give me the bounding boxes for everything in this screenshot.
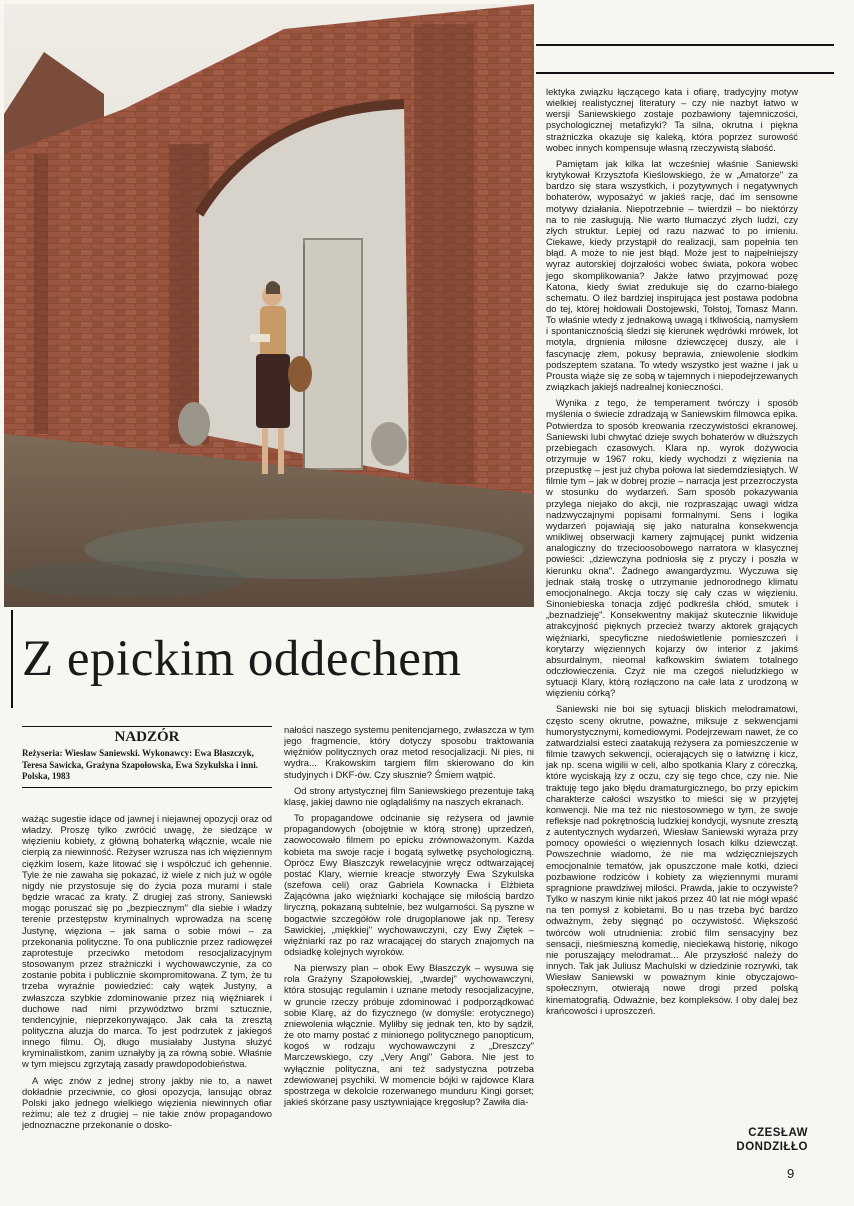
credits-bottom-rule <box>22 787 272 788</box>
film-title: NADZÓR <box>114 729 180 745</box>
top-rule-2 <box>536 72 834 74</box>
page-number: 9 <box>787 1166 795 1181</box>
paragraph: lektyka związku łączącego kata i ofiarę, tradycyjny motyw wielkiej realistycznej literatury – czy nie nazbyt łatwo w wersji Saniewskiego zostaje pozbawiony tajemniczości, psychologicznej metafizyki? Ta silna, okrutna i piękna strażniczka okazuje się kaleką, która poprzez surowość wobec innych kompensuje własną rzeczywistą słabość. <box>546 86 798 153</box>
credits-top-rule <box>22 726 272 727</box>
paragraph: Na pierwszy plan – obok Ewy Błaszczyk – wysuwa się rola Grażyny Szapołowskiej, „twardej" wychowawczyni, która stosując regulamin i uznane metody resocjalizacyjne, w gruncie rzeczy próbuje zdominować i podporządkować sobie Klarę, aż do fizycznego (w domyśle: erotycznego) zniewolenia włącznie. Myliłby się jednak ten, kto by sądził, że oto mamy postać z minionego politycznego panopticum, kogoś w rodzaju wychowawczyni z „Dreszczy" Marczewskiego, czy „Very Angi" Gabora. Nie jest to wyłącznie polityczna, ani też sadystyczna potrzeba zdewiowanej psychiki. W momencie bójki w rajdowce Klara spostrzega w dekolcie rozerwanego munduru Kingi gorset; jakieś skórzane pasy usztywniające kręgosłup? Zawiła dia- <box>284 962 534 1107</box>
paragraph: Wynika z tego, że temperament twórczy i sposób myślenia o świecie zdradzają w Saniewskim filmowca epika. Potwierdza to sposób kreowania rzeczywistości ekranowej. Saniewski lubi chwytać dzieje swych bohaterów w dłuższych przebiegach czasowych. Klara np. wyrok dożywocia otrzymuje w 1967 roku, kiedy wychodzi z więzienia na przepustkę – jest już chyba połowa lat siedemdziesiątych. W filmie tym – jak w dobrej prozie – narracja jest przezroczysta w stosunku do wydarzeń. Sam sposób pokazywania przylega niejako do akcji, nie rozpraszając uwagi widza nadzwyczajnymi popisami formalnymi. Sens i logika wydarzeń pojawiają się jako naturalna konsekwencja wnikliwej obserwacji kamery zajmującej punkt widzenia analogiczny do trzecioosobowego narratora w klasycznej powieści: „dziewczyna podniosła się z pryczy i poszła w kierunku okna". Żadnego awangardyzmu. Wyczuwa się jednak stałą troskę o utrzymanie jednorodnego klimatu emocjonalnego. Akcja toczy się cały czas w więzieniu. Sinoniebieska tonacja zdjęć podkreśla chłód, smutek i „beznadzieję". Konsekwentny makijaż skutecznie likwiduje atrakcyjność pięknych przecież twarzy aktorek grających więźniarki, specyficzne niedoświetlenie pomieszczeń i korytarzy więziennych kojarzy ów interior z jakimś absurdalnym, nieomal kafkowskim światem totalnego odczłowieczenia. Czyż nie ma czegoś nieludzkiego w sytuacji Klary, którą rozłączono na całe lata z urodzoną w więzieniu córką? <box>546 397 798 699</box>
paragraph: Pamiętam jak kilka lat wcześniej właśnie Saniewski krytykował Krzysztofa Kieślowskiego, że w „Amatorze" za bardzo się stara wszystkich, i pozytywnych i negatywnych bohaterów, wyposażyć w jakieś racje, dać im sensowne motywy działania. Niepotrzebnie – twierdził – bo niektórzy na to nie zasługują. Nie warto tłumaczyć złych ludzi, czy złych struktur. Lepiej od razu nazwać to po imieniu. Ciekawe, kiedy przystąpił do realizacji, sam popełnia ten błąd. A może to nie jest błąd. Może jest to najpełniejszy wyraz autorskiej dojrzałości wobec świata, pokora wobec jego skomplikowania? Jakże łatwo przyjmować pozę Katona, kiedy świat zredukuje się do czarno-białego schematu. O ileż bardziej inspirująca jest postawa podobna do tej, której hołdowali Dostojewski, Tołstoj, Tomasz Mann. To właśnie wtedy z jednakową uwagą i tkliwością, namysłem i spontanicznością śledzi się kierunek wędrówki mrówek, lot motyla, drgnienia miłosne dziewczęcej duszy, ale i fascynację złem, pokusy beprawia, zniewolenie słodkim podszeptem szatana. To wtedy wszystko jest ważne i jak u Prousta wiąże się ze sobą w tajemnych i niepodejrzewanych związkach jakiejś nadrealnej konieczności. <box>546 157 798 393</box>
film-credits: Reżyseria: Wiesław Saniewski. Wykonawcy: Ewa Błaszczyk, Teresa Sawicka, Grażyna Szapołowska, Ewa Szykulska i inni. Polska, 1983 <box>22 748 259 781</box>
article-column-1 <box>22 813 272 1153</box>
article-title: Z epickim oddechem <box>22 631 462 687</box>
author-first-name: CZESŁAW <box>748 1127 808 1139</box>
paragraph: Od strony artystycznej film Saniewskiego prezentuje taką klasę, jakiej dawno nie oglądaliśmy na naszych ekranach. <box>284 784 534 807</box>
film-still-photo <box>4 4 534 607</box>
paragraph: nałości naszego systemu penitencjarnego, zwłaszcza w tym jego fragmencie, który dotyczy sposobu traktowania więźniów politycznych oraz metod resocjalizacji. Ni pies, ni wydra... Krakowskim targiem film skierowano do kin studyjnych i DKF-ów. Czy słusznie? Śmiem wątpić. <box>284 724 534 780</box>
article-column-2 <box>284 724 534 1154</box>
author-signature <box>736 1126 808 1154</box>
paragraph: To propagandowe odcinanie się reżysera od jawnie propagandowych (obojętnie w którą stronę) uprzedzeń, zaowocowało filmem po epicku zrównoważonym. Każda kobieta ma swoje racje i bogatą sylwetkę psychologiczną. Oprócz Ewy Błaszczyk rewelacyjnie wręcz odtwarzającej postać Klary, wiernie kreacje stworzyły Ewa Szykulska (szefowa celi) oraz Gabriela Kownacka i Elżbieta Zającówna jako więźniarki kochające się miłością bardzo liryczną, pokazaną subtelnie, bez wulgarności. Są pyszne w bogactwie szczegółów role drugoplanowe jak np. Teresy Sawickiej, „miękkiej" wychowawczyni, czy Ewy Ziętek – więźniarki raz po raz wracającej do starych znajomych na odsiadkę kolejnych wyroków. <box>284 812 534 957</box>
title-left-rule <box>11 610 13 708</box>
paragraph: ważąc sugestie idące od jawnej i niejawnej opozycji oraz od władzy. Proszę tylko zwrócić uwagę, że siedzące w więzieniu kobiety, z główną bohaterką włącznie, wcale nie cierpią za niewinność. Reżyser wzrusza nas ich więziennym ciężkim losem, każe litować się i współczuć ich gehennie. Tyle że nie zawaha się pokazać, iż wiele z nich już w ogóle nigdy nie przystosuje się do życia poza murami i stale będzie wracać za kraty. Z drugiej zaś strony, Saniewski mogąc poruszać się po „bezpiecznym" dla siebie i władzy terenie przestępstw kryminalnych wprowadza na scenę Justynę, więziona – jak sama o sobie mówi – za przekonania polityczne. To ona publicznie przez radiowęzeł zaprotestuje przeciwko metodom resocjalizacyjnym stosowanym przez strażniczki i wychowawczynie, za co zostanie pobita i publicznie skompromitowana. Z tym, że tu trzeba wyraźnie powiedzieć: cały wątek Justyny, a zwłaszcza szybkie zdominowanie przez nią więźniarek i duchowe nad nimi przywództwo brzmi sztucznie, tendencyjnie, nieprzekonywająco. Jak cała ta zresztą polityczna aluzja do marca. To jest podrzutek z jakiegoś innego filmu. Oj, długo musiałaby Justyna służyć kryminalistkom, zanim uznałyby ją za równą sobie. Właśnie w tym miejscu zgrzytają zasady prawdopodobieństwa. <box>22 813 272 1070</box>
paragraph: A więc znów z jednej strony jakby nie to, a nawet dokładnie przeciwnie, co głosi opozycja, lansując obraz Polski jako jednego wielkiego więzienia niewinnych ofiar reżimu; ale też z drugiej – nie takie znów propagandowo jednoznaczne przekonanie o dosko- <box>22 1074 272 1131</box>
top-rule-1 <box>536 44 834 46</box>
article-column-3 <box>546 86 798 1124</box>
author-last-name: DONDZIŁŁO <box>736 1141 808 1153</box>
paragraph: Saniewski nie boi się sytuacji bliskich melodramatowi, często sceny okrutne, poważne, miksuje z sekwencjami humorystycznymi, komediowymi. Podejrzewam nawet, że co zatwardzialsi esteci zaatakują reżysera za pomieszczenie w filmie tzawych sekwencji, ocierających się o łatwiznę i kicz, jak np. scena wigilii w celi, albo spotkania Klary z córeczką, które wyciskają łzy z oczu, czy się tego chce, czy nie. Nie traktuję tego jako błędu dramaturgicznego, bo przy epickim charakterze całości wszystko to mieści się w przyjętej konwencji. Nie ma też nic niestosownego w tym, że swoje refleksje nad pokrętnością ludzkiej kondycji, wysnute zresztą z autentycznych wydarzeń, Wiesław Saniewski wyraża przy pomocy opowieści o więziennych losach kilku dziewcząt. Powszechnie wiadomo, że nie ma wdzięczniejszych emocjonalnie tematów, jak opuszczone małe kotki, dzieci pozbawione rodziców i kobiety za więziennymi murami spragnione prawdziwej miłości. Prawda, jakie to oczywiste? Tylko w naszym kinie nikt jakoś przez 40 lat nie mógł wpaść na ten pomysł z kobietami. Bo u nas trzeba być bardzo odważnym, żeby sięgnąć po oczywistość. Większość twórców woli utrudnienia: zrobić film sensacyjny bez sensacji, nieśmieszną komedię, nieciekawą historię, nikogo nie poruszający melodramat... Ale przyszłość należy do innych. Tak jak Juliusz Machulski w dziedzinie rozrywki, tak Wiesław Saniewski w poważnym kinie obyczajowo-społecznym, otwierają nowe drogi przed polską kinematografią. Odważnie, bez kompleksów. I oby dalej bez krańcowości i uproszczeń. <box>546 703 798 1016</box>
